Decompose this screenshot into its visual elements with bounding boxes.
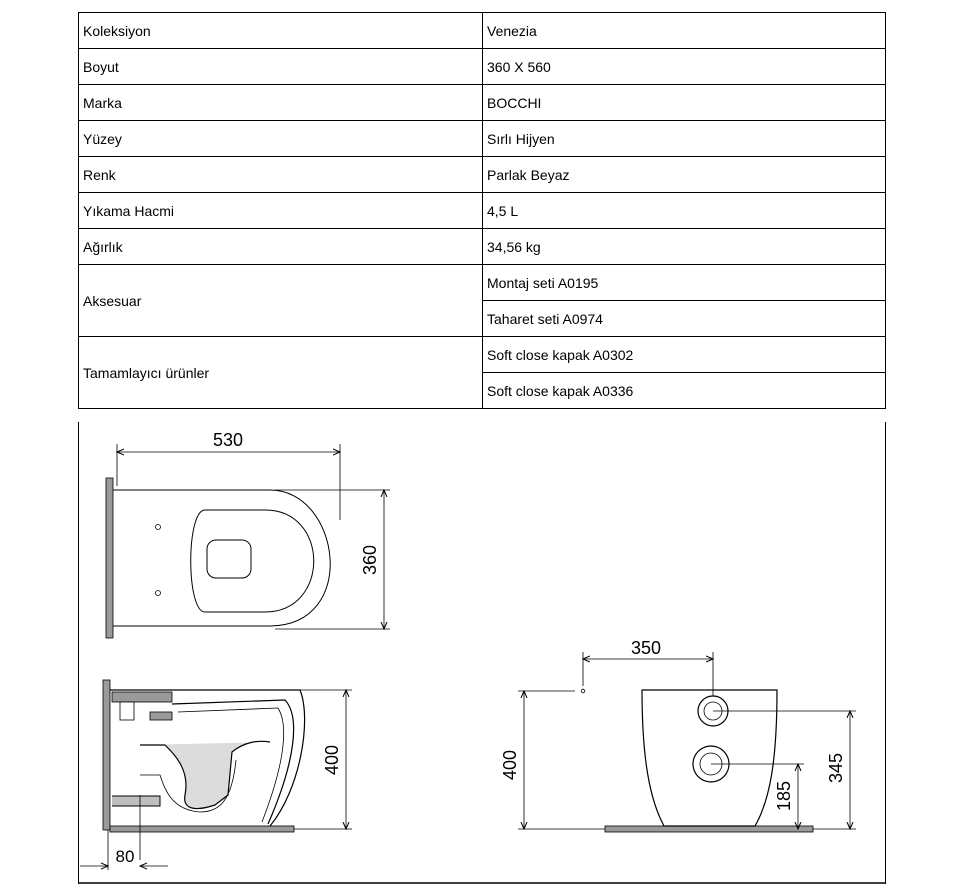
spec-value: Soft close kapak A0302: [483, 337, 886, 373]
side-view: [80, 680, 352, 870]
spec-value: BOCCHI: [483, 85, 886, 121]
table-row: [79, 13, 886, 49]
spec-value: Montaj seti A0195: [483, 265, 886, 301]
dim-back-upper-inlet: 345: [826, 752, 846, 784]
table-row: [79, 49, 886, 85]
dim-back-height: 400: [500, 749, 520, 781]
table-row: [79, 121, 886, 157]
dim-side-height: 400: [322, 744, 342, 776]
spec-label: Yüzey: [79, 121, 483, 157]
back-view: [518, 652, 856, 832]
spec-label: Yıkama Hacmi: [79, 193, 483, 229]
spec-value: Parlak Beyaz: [483, 157, 886, 193]
spec-label: Koleksiyon: [79, 13, 483, 49]
dim-back-spacing: 350: [630, 638, 662, 658]
spec-label-aksesuar: Aksesuar: [79, 265, 483, 337]
dim-back-lower-inlet: 185: [774, 780, 794, 812]
spec-value: 360 X 560: [483, 49, 886, 85]
dim-top-width: 530: [212, 430, 244, 450]
spec-label: Boyut: [79, 49, 483, 85]
spec-value: Taharet seti A0974: [483, 301, 886, 337]
spec-label: Renk: [79, 157, 483, 193]
dim-side-offset: 80: [115, 847, 135, 866]
spec-value: Venezia: [483, 13, 886, 49]
technical-drawing: [78, 422, 886, 884]
spec-label: Marka: [79, 85, 483, 121]
spec-label-tamamlayici: Tamamlayıcı ürünler: [79, 337, 483, 409]
spec-value: 4,5 L: [483, 193, 886, 229]
dim-top-depth: 360: [360, 544, 380, 576]
table-row: [79, 229, 886, 265]
table-row: [79, 193, 886, 229]
spec-value: 34,56 kg: [483, 229, 886, 265]
spec-value: Sırlı Hijyen: [483, 121, 886, 157]
table-row: [79, 337, 886, 373]
spec-value: Soft close kapak A0336: [483, 373, 886, 409]
table-row: [79, 85, 886, 121]
spec-label: Ağırlık: [79, 229, 483, 265]
spec-table: [78, 12, 886, 409]
table-row: [79, 157, 886, 193]
table-row: [79, 265, 886, 301]
top-view: [106, 444, 390, 638]
